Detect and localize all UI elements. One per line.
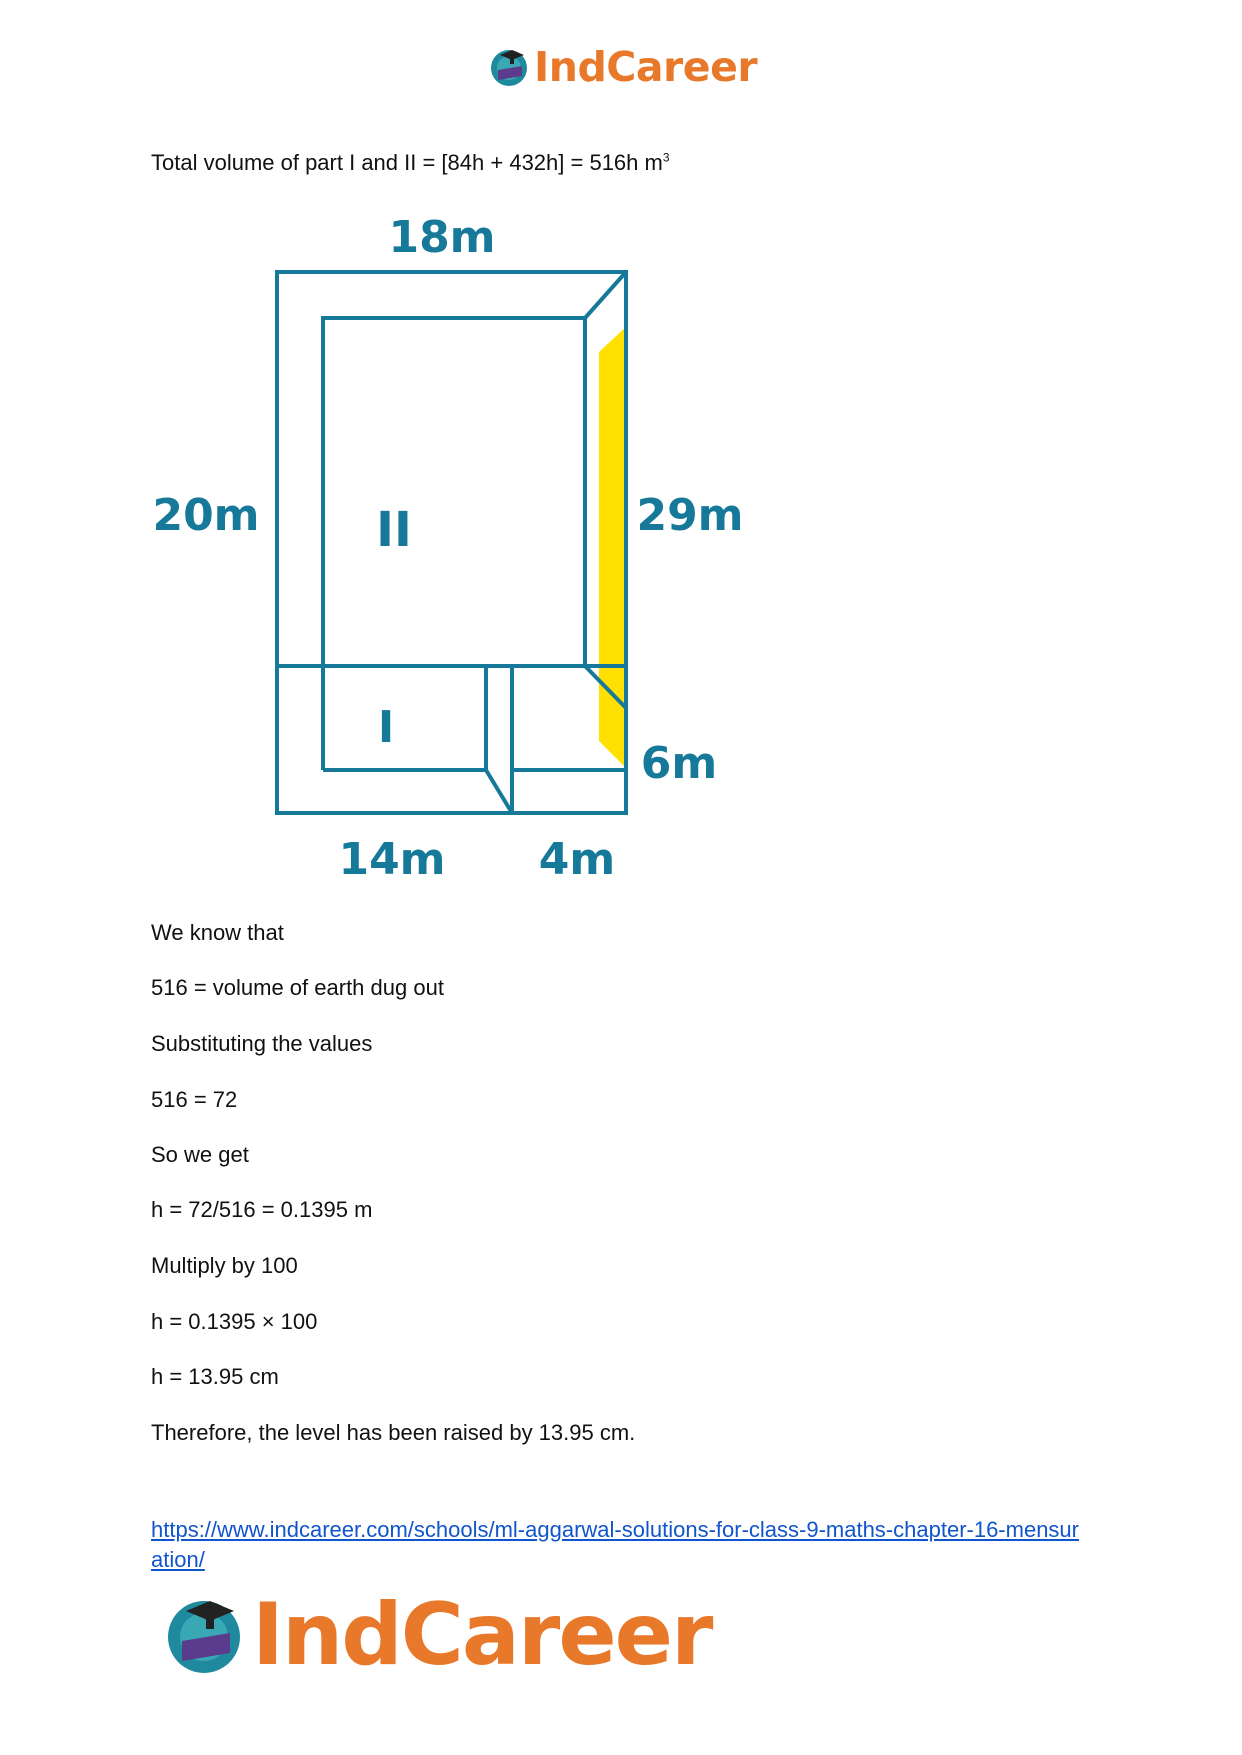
footer-logo bbox=[162, 1585, 711, 1685]
body-line: So we get bbox=[151, 1142, 249, 1167]
label-top: 18m bbox=[388, 212, 496, 263]
body-line: 516 = 72 bbox=[151, 1087, 238, 1112]
outer-boundary bbox=[277, 272, 626, 813]
label-part-two: II bbox=[376, 502, 412, 558]
logo-globe-icon bbox=[162, 1593, 246, 1677]
label-bottom-left: 14m bbox=[338, 834, 446, 885]
label-left: 20m bbox=[152, 490, 260, 541]
logo-globe-icon bbox=[488, 46, 530, 88]
part-two-region bbox=[323, 318, 585, 666]
body-line: h = 0.1395 × 100 bbox=[151, 1309, 318, 1334]
body-line: Substituting the values bbox=[151, 1031, 373, 1056]
footer-logo-text: IndCareer bbox=[252, 1585, 712, 1685]
label-part-one: I bbox=[377, 702, 395, 753]
plot-diagram bbox=[140, 200, 780, 900]
diagonal-bottom bbox=[486, 770, 512, 813]
body-line: h = 13.95 cm bbox=[151, 1364, 279, 1389]
header-logo bbox=[488, 42, 757, 92]
body-line: 516 = volume of earth dug out bbox=[151, 975, 444, 1000]
body-line: Multiply by 100 bbox=[151, 1253, 298, 1278]
intro-line bbox=[151, 150, 670, 176]
label-right: 29m bbox=[636, 490, 744, 541]
source-link[interactable]: https://www.indcareer.com/schools/ml-aggarwal-solutions-for-class-9-maths-chapter-16-mensuration/ bbox=[151, 1517, 1079, 1572]
label-bottom-right: 4m bbox=[538, 834, 616, 885]
diagonal-top-right bbox=[585, 272, 626, 318]
header-logo-text: IndCareer bbox=[534, 43, 758, 91]
body-line: We know that bbox=[151, 920, 284, 945]
conclusion-line: Therefore, the level has been raised by 13.95 cm. bbox=[151, 1420, 636, 1445]
highlight-strip bbox=[599, 299, 627, 769]
intro-text: Total volume of part I and II = [84h + 432h] = 516h m bbox=[151, 150, 663, 175]
body-line: h = 72/516 = 0.1395 m bbox=[151, 1197, 373, 1222]
label-right-bottom: 6m bbox=[640, 738, 718, 789]
intro-superscript: 3 bbox=[662, 150, 670, 165]
